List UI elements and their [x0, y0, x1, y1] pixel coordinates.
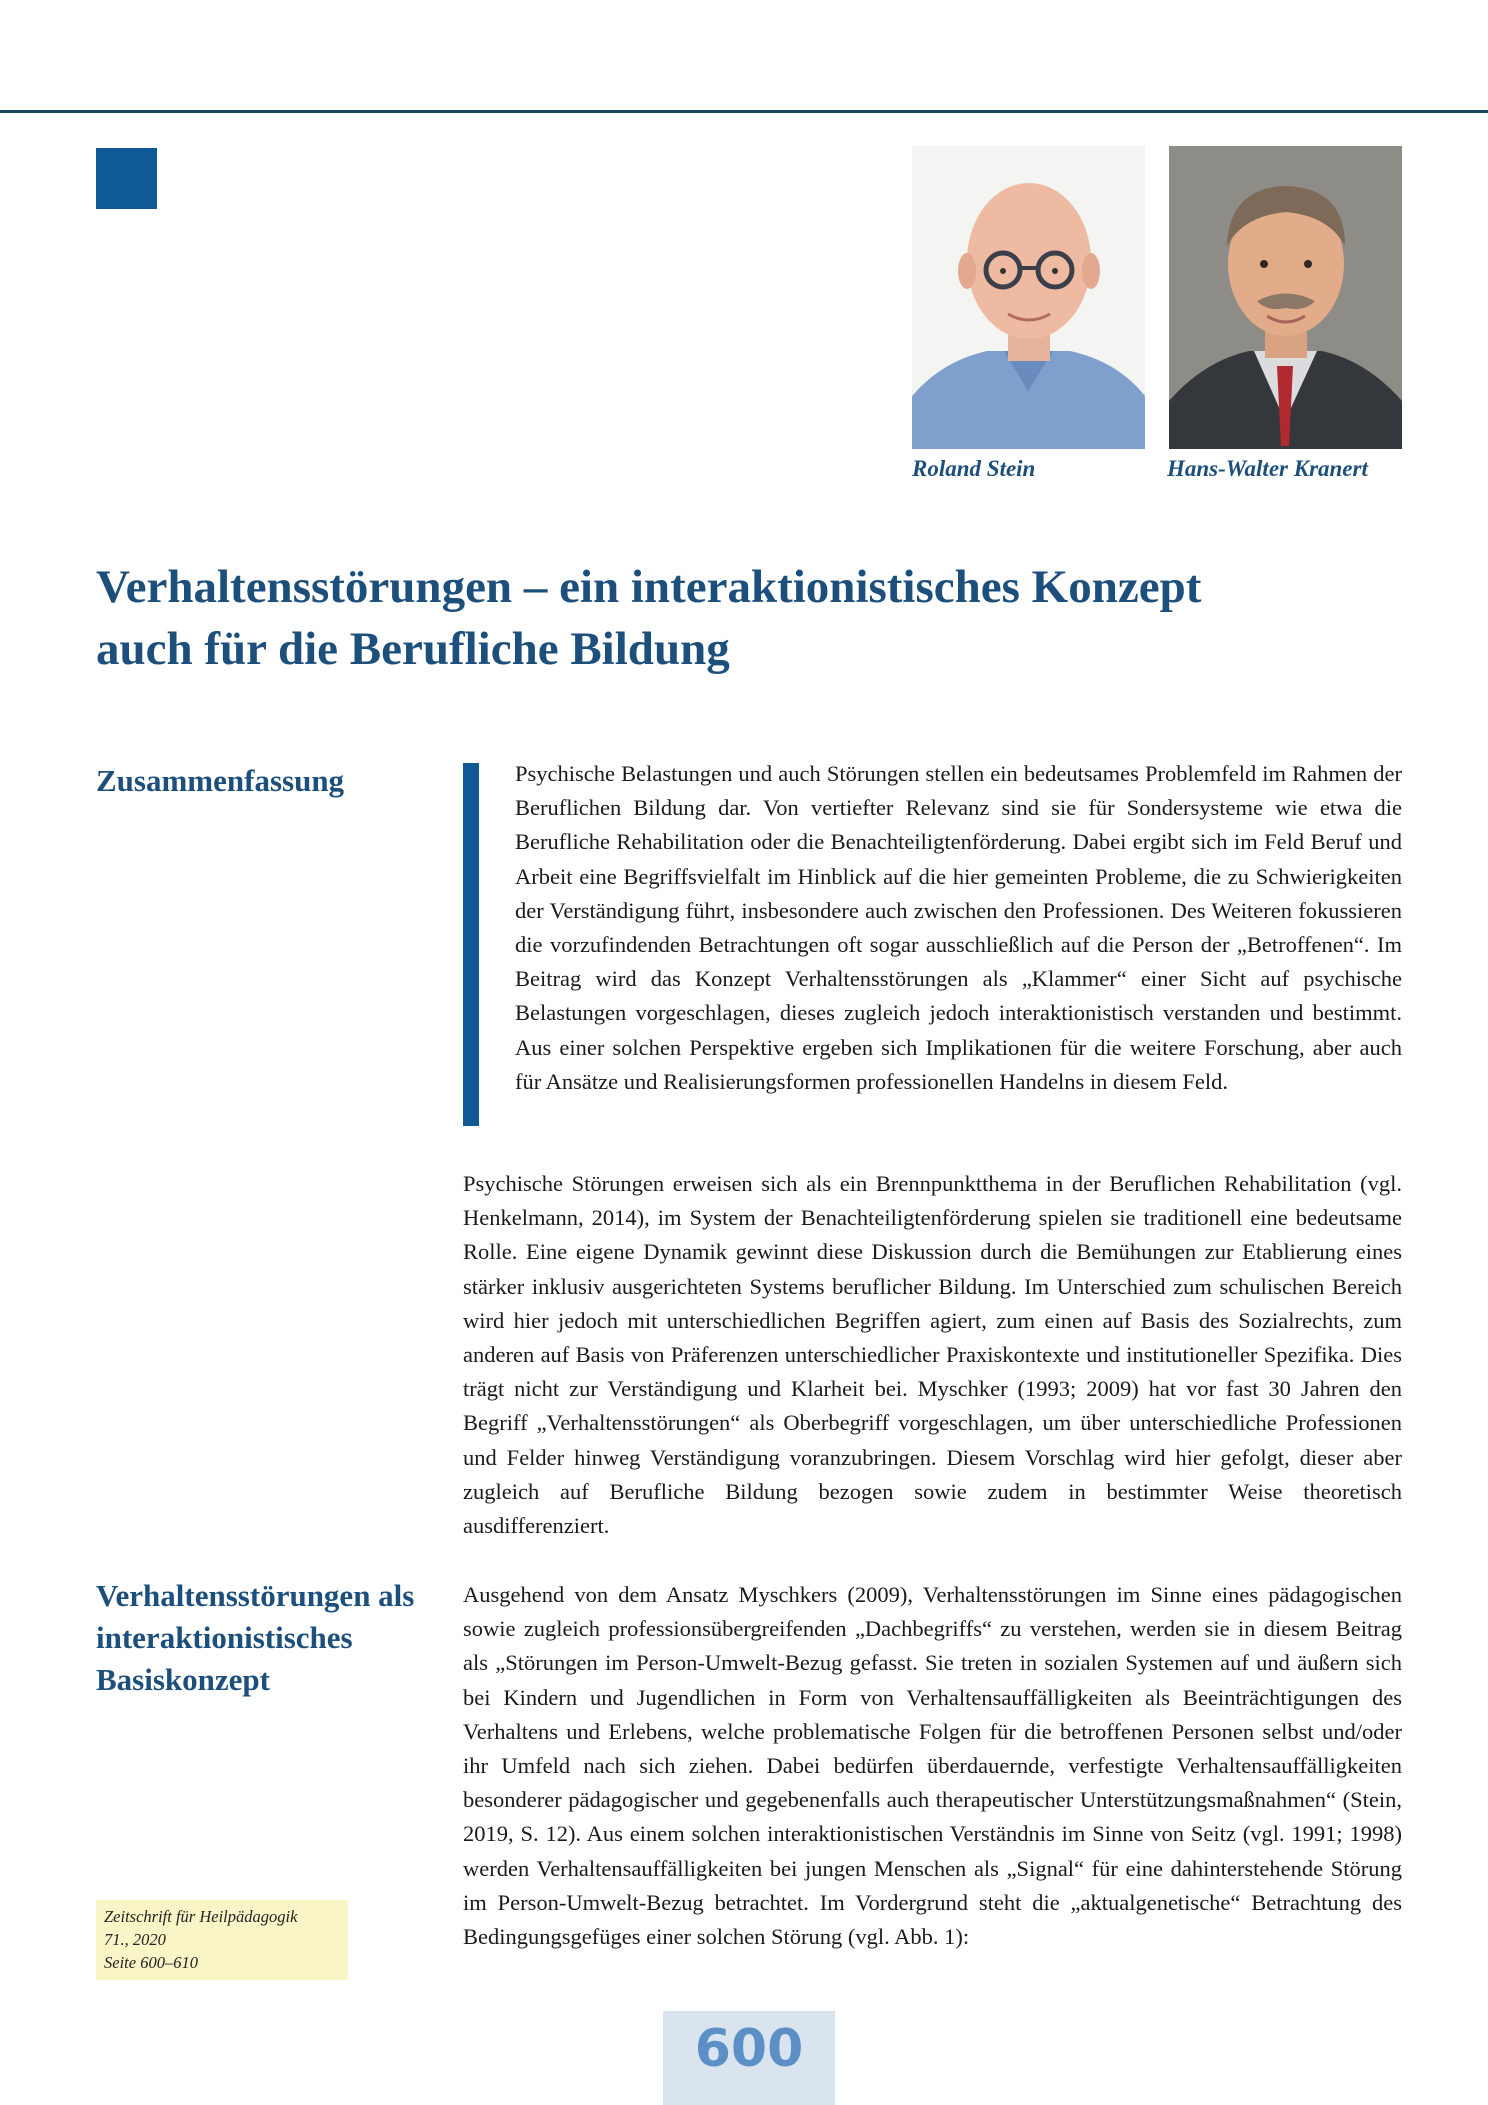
title-line-2: auch für die Berufliche Bildung — [96, 623, 730, 675]
author-photo-hans-walter-kranert — [1169, 146, 1402, 449]
section-paragraph: Ausgehend von dem Ansatz Myschkers (2009), Verhaltensstörungen im Sinne eines pädagogischen sowie zugleich professionsübergreifenden „Dachbegriffs“ zu verstehen, werden sie in diesem Beitrag als „Störungen im Person-Umwelt-Bezug gefasst. Sie treten in sozialen Systemen auf und äußern sich bei Kindern und Jugendlichen in Form von Verhaltensauffälligkeiten als Beeinträchtigungen des Verhaltens und Erlebens, welche problematische Folgen für die betroffenen Personen selbst und/oder ihr Umfeld nach sich ziehen. Dabei bedürfen überdauernde, verfestigte Verhaltensauffälligkeiten besonderer pädagogischer und gegebenenfalls auch therapeutischer Unterstützungsmaßnahmen“ (Stein, 2019, S. 12). Aus einem solchen interaktionistischen Verständnis im Sinne von Seitz (vgl. 1991; 1998) werden Verhaltensauffälligkeiten bei jungen Menschen als „Signal“ für eine dahinterstehende Störung im Person-Umwelt-Bezug betrachtet. Im Vordergrund steht die „aktualgenetische“ Betrachtung des Bedingungsgefüges einer solchen Störung (vgl. Abb. 1): — [463, 1582, 1402, 1950]
page-number-box — [663, 2011, 835, 2105]
author-name: Hans-Walter Kranert — [1167, 456, 1368, 481]
author-photo-roland-stein — [912, 146, 1145, 449]
section-heading: Verhaltensstörungen als interaktionistisches Basiskonzept — [96, 1578, 415, 1697]
journal-name: Zeitschrift für Heilpädagogik — [104, 1907, 298, 1926]
title-line-1: Verhaltensstörungen – ein interaktionistisches Konzept — [96, 561, 1202, 613]
top-rule — [0, 110, 1488, 113]
summary-heading: Zusammenfassung — [96, 763, 345, 798]
journal-citation-box — [96, 1900, 348, 1980]
abstract-text: Psychische Belastungen und auch Störungen stellen ein bedeutsames Problemfeld im Rahmen der Beruflichen Bildung dar. Von vertiefter Relevanz sind sie für Sondersysteme wie etwa die Berufliche Rehabilitation oder die Benachteiligtenförderung. Dabei ergibt sich im Feld Beruf und Arbeit eine Begriffsvielfalt im Hinblick auf die hier gemeinten Probleme, die zu Schwierigkeiten der Verständigung führt, insbesondere auch zwischen den Professionen. Des Weiteren fokussieren die vorzufindenden Betrachtungen oft sogar ausschließlich auf die Person der „Betroffenen“. Im Beitrag wird das Konzept Verhaltensstörungen als „Klammer“ einer Sicht auf psychische Belastungen vorgeschlagen, dieses zugleich jedoch interaktionistisch verstanden und bestimmt. Aus einer solchen Perspektive ergeben sich Implikationen für die weitere Forschung, aber auch für Ansätze und Realisierungsformen professionellen Handelns in diesem Feld. — [515, 761, 1402, 1094]
author-name: Roland Stein — [912, 456, 1036, 481]
journal-pages: Seite 600–610 — [104, 1953, 198, 1972]
page-number: 600 — [694, 2019, 804, 2079]
intro-paragraph: Psychische Störungen erweisen sich als ein Brennpunktthema in der Beruflichen Rehabilitation (vgl. Henkelmann, 2014), im System der Benachteiligtenförderung spielen sie traditionell eine bedeutsame Rolle. Eine eigene Dynamik gewinnt diese Diskussion durch die Bemühungen zur Etablierung eines stärker inklusiv ausgerichteten Systems beruflicher Bildung. Im Unterschied zum schulischen Bereich wird hier jedoch mit unterschiedlichen Begriffen agiert, zum einen auf Basis des Sozialrechts, zum anderen auf Basis von Präferenzen unterschiedlicher Praxiskontexte und institutioneller Spezifika. Dies trägt nicht zur Verständigung und Klarheit bei. Myschker (1993; 2009) hat vor fast 30 Jahren den Begriff „Verhaltensstörungen“ als Oberbegriff vorgeschlagen, um über unterschiedliche Professionen und Felder hinweg Verständigung voranzubringen. Diesem Vorschlag wird hier gefolgt, dieser aber zugleich auf Berufliche Bildung bezogen sowie zudem in bestimmter Weise theoretisch ausdifferenziert. — [463, 1171, 1402, 1539]
section-marker-square — [96, 148, 157, 209]
abstract-bar — [463, 763, 479, 1126]
article-title — [96, 556, 1396, 680]
journal-volume: 71., 2020 — [104, 1930, 166, 1949]
